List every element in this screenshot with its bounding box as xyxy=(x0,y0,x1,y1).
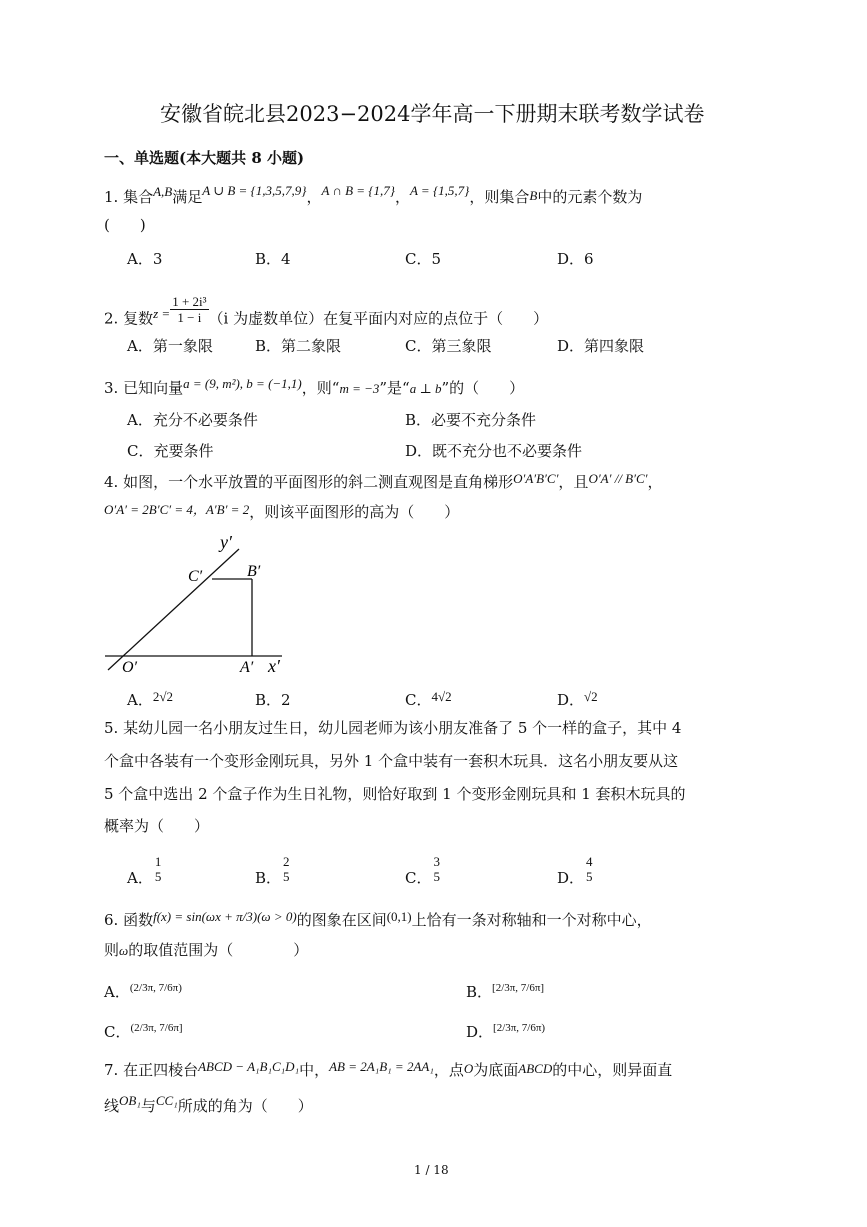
question-1 xyxy=(104,183,643,208)
q1-option-c: C．5 xyxy=(405,250,442,268)
q1-intersection: A ∩ B = {1,7} xyxy=(321,183,395,198)
label-x: x′ xyxy=(268,656,280,676)
q6-function: f(x) = sin(ωx + π/3)(ω > 0) xyxy=(153,909,297,924)
q3-perpendicular: a ⊥ b xyxy=(409,381,442,396)
q5-option-a xyxy=(127,854,163,887)
q5-option-d-label: D． xyxy=(557,869,585,887)
q4-equation: O′A′ = 2B′C′ = 4，A′B′ = 2 xyxy=(104,502,250,517)
q5-d-den: 5 xyxy=(586,869,593,884)
page-title: 安徽省皖北县2023−2024学年高一下册期末联考数学试卷 xyxy=(160,102,705,126)
label-a: A′ xyxy=(240,659,254,676)
q7-text-g: 与 xyxy=(140,1097,156,1115)
q4-option-a-value: 2√2 xyxy=(152,689,173,704)
q7-text-d: 为底面 xyxy=(473,1061,519,1079)
q3-option-d: D．既不充分也不必要条件 xyxy=(405,442,583,460)
q5-a-num: 1 xyxy=(154,854,162,869)
q4-sep: ， xyxy=(647,473,663,491)
q5-option-c-fraction xyxy=(431,854,442,884)
y-axis-line xyxy=(108,549,239,670)
q6-omega: ω xyxy=(119,943,129,958)
q5-c-num: 3 xyxy=(433,854,440,869)
q2-option-a: A．第一象限 xyxy=(127,337,213,355)
q5-b-num: 2 xyxy=(283,854,290,869)
q6-option-c-value: (2/3π, 7/6π] xyxy=(130,1022,183,1034)
question-6 xyxy=(104,910,652,931)
q1-text-d: 中的元素个数为 xyxy=(537,188,643,206)
q5-option-a-fraction xyxy=(153,854,164,884)
q1-union: A ∪ B = {1,3,5,7,9} xyxy=(202,183,307,198)
q4-option-c-value: 4√2 xyxy=(431,689,452,704)
q2-option-d: D．第四象限 xyxy=(557,337,645,355)
q1-text-b: 满足 xyxy=(172,188,203,206)
q5-option-b xyxy=(255,854,292,887)
q6-text-d: 则 xyxy=(104,941,120,959)
q7-equation: AB = 2A₁B₁ = 2AA₁ xyxy=(329,1059,434,1074)
q1-set-a: A = {1,5,7} xyxy=(409,183,470,198)
q7-text-h: 所成的角为（ ） xyxy=(177,1097,313,1115)
q2-fraction xyxy=(170,294,208,325)
q2-numerator: 1 + 2i³ xyxy=(172,294,207,309)
section-heading: 一、单选题(本大题共 8 小题) xyxy=(104,149,305,167)
q4-text-c: ，则该平面图形的高为（ ） xyxy=(249,503,460,521)
q1-sep1: ， xyxy=(306,188,322,206)
question-4 xyxy=(104,472,663,493)
q2-text-b: （i 为虚数单位）在复平面内对应的点位于（ ） xyxy=(208,309,549,328)
q7-text-f: 线 xyxy=(104,1097,120,1115)
q3-text-a: 3. 已知向量 xyxy=(104,379,184,397)
label-c: C′ xyxy=(188,568,203,585)
q4-trapezoid: O′A′B′C′ xyxy=(513,471,559,486)
q7-base: ABCD xyxy=(518,1061,553,1076)
q6-option-d xyxy=(466,1022,545,1044)
q4-text-b: ，且 xyxy=(558,473,589,491)
q7-text-b: 中， xyxy=(299,1061,330,1079)
q7-text-c: ，点 xyxy=(433,1061,464,1079)
q6-option-c xyxy=(104,1022,183,1044)
q5-option-d xyxy=(557,854,595,887)
q3-text-d: ”的（ ） xyxy=(441,379,525,397)
q7-point-o: O xyxy=(463,1061,474,1076)
q4-option-d xyxy=(557,690,598,711)
q3-option-b: B．必要不充分条件 xyxy=(405,411,537,429)
q5-line-4: 概率为（ ） xyxy=(104,817,210,835)
q5-option-c-label: C． xyxy=(405,869,432,887)
q5-option-b-fraction xyxy=(281,854,292,884)
q2-text-a: 2. 复数 xyxy=(104,309,154,328)
question-7 xyxy=(104,1060,672,1081)
q1-option-a: A．3 xyxy=(127,250,163,268)
q6-interval: (0,1) xyxy=(386,909,412,924)
q7-text-e: 的中心，则异面直 xyxy=(552,1061,673,1079)
q7-solid: ABCD − A₁B₁C₁D₁ xyxy=(198,1059,300,1074)
q2-z: z = xyxy=(153,305,171,321)
q7-cc1: CC₁ xyxy=(155,1093,178,1108)
q4-option-c xyxy=(405,690,452,711)
q5-d-num: 4 xyxy=(586,854,593,869)
q1-text-c: ，则集合 xyxy=(469,188,530,206)
q1-sep2: ， xyxy=(394,188,410,206)
q4-text-a: 4. 如图，一个水平放置的平面图形的斜二测直观图是直角梯形 xyxy=(104,473,514,491)
q4-option-a-label: A． xyxy=(127,691,153,709)
q1-sets: A,B xyxy=(153,184,173,199)
q4-option-c-label: C． xyxy=(405,691,432,709)
q4-option-a xyxy=(127,690,173,711)
question-4-line2 xyxy=(104,502,459,523)
q6-option-b xyxy=(466,982,544,1004)
q3-text-b: ，则“ xyxy=(301,379,340,397)
question-7-line2 xyxy=(104,1093,313,1117)
q4-option-b: B．2 xyxy=(255,691,291,709)
q3-option-c: C．充要条件 xyxy=(127,442,214,460)
q6-option-d-value: [2/3π, 7/6π) xyxy=(493,1022,546,1034)
q6-text-b: 的图象在区间 xyxy=(296,911,387,929)
q1-set-b: B xyxy=(529,188,538,203)
q2-option-b: B．第二象限 xyxy=(255,337,342,355)
q5-c-den: 5 xyxy=(433,869,440,884)
q5-option-c xyxy=(405,854,442,887)
q4-option-d-value: √2 xyxy=(584,689,598,704)
question-2 xyxy=(104,294,549,335)
q3-text-c: ”是“ xyxy=(379,379,410,397)
q7-text-a: 7. 在正四棱台 xyxy=(104,1061,199,1079)
q6-option-c-label: C． xyxy=(104,1023,131,1041)
q3-option-a: A．充分不必要条件 xyxy=(127,411,258,429)
q5-line-1: 5. 某幼儿园一名小朋友过生日，幼儿园老师为该小朋友准备了 5 个一样的盒子，其中 4 xyxy=(104,719,682,737)
q5-line-2: 个盒中各装有一个变形金刚玩具，另外 1 个盒中装有一套积木玩具．这名小朋友要从这 xyxy=(104,752,679,770)
q6-option-d-label: D． xyxy=(466,1023,494,1041)
q2-option-c: C．第三象限 xyxy=(405,337,492,355)
question-6-line2 xyxy=(104,940,308,961)
q5-b-den: 5 xyxy=(283,869,290,884)
q6-option-a xyxy=(104,982,182,1004)
q6-text-e: 的取值范围为（ ） xyxy=(128,941,309,959)
q6-option-b-value: [2/3π, 7/6π] xyxy=(492,982,545,994)
label-b: B′ xyxy=(247,563,261,580)
q6-option-b-label: B． xyxy=(466,983,493,1001)
q3-vectors: a = (9, m²), b = (−1,1) xyxy=(183,376,302,391)
q2-denominator: 1 − i xyxy=(177,310,202,325)
q5-option-d-fraction xyxy=(584,854,595,884)
q4-option-d-label: D． xyxy=(557,691,585,709)
q4-trapezoid-figure xyxy=(100,530,300,680)
q6-option-a-value: (2/3π, 7/6π) xyxy=(129,982,182,994)
q1-text-a: 1. 集合 xyxy=(104,188,154,206)
q1-option-b: B．4 xyxy=(255,250,291,268)
question-3 xyxy=(104,378,524,399)
page-number: 1 / 18 xyxy=(414,1163,449,1177)
q1-paren: ( ) xyxy=(104,216,146,234)
q6-option-a-label: A． xyxy=(104,983,130,1001)
label-o: O′ xyxy=(122,659,138,676)
q5-line-3: 5 个盒中选出 2 个盒子作为生日礼物，则恰好取到 1 个变形金刚玩具和 1 套积木玩具的 xyxy=(104,785,686,803)
q6-text-a: 6. 函数 xyxy=(104,911,154,929)
q1-option-d: D．6 xyxy=(557,250,594,268)
q4-parallel: O′A′ // B′C′ xyxy=(588,471,648,486)
q5-a-den: 5 xyxy=(154,869,162,884)
q7-ob1: OB₁ xyxy=(119,1093,141,1108)
q6-text-c: 上恰有一条对称轴和一个对称中心， xyxy=(411,911,652,929)
q3-condition: m = −3 xyxy=(339,381,380,396)
q5-option-b-label: B． xyxy=(255,869,282,887)
label-y: y′ xyxy=(220,532,232,552)
q5-option-a-label: A． xyxy=(127,869,153,887)
